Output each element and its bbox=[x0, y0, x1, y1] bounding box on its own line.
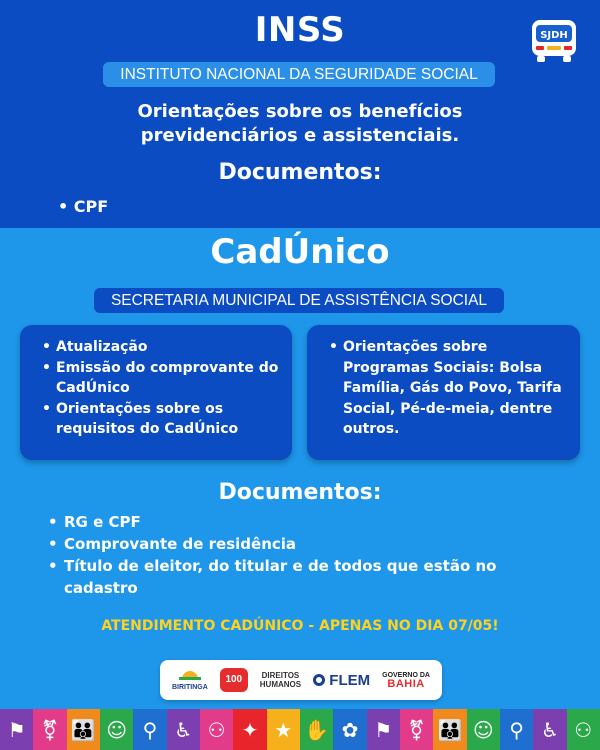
cadunico-documents-title: Documentos: bbox=[218, 480, 382, 505]
family-icon: 👪 bbox=[433, 709, 466, 750]
blind-person-icon: ⚲ bbox=[133, 709, 166, 750]
biritinga-logo-text: BIRITINGA bbox=[172, 684, 208, 691]
service-item-orientacoes: • Orientações sobre os requisitos do CadÚnico bbox=[42, 399, 282, 440]
indigenous-icon: ✿ bbox=[333, 709, 366, 750]
pride-flag-icon: ⚑ bbox=[0, 709, 33, 750]
document-item-residencia: • Comprovante de residência bbox=[48, 533, 538, 555]
service-item-atualizacao: • Atualização bbox=[42, 337, 282, 358]
flem-logo bbox=[313, 672, 371, 689]
inss-description-line2: previdenciários e assistenciais. bbox=[140, 125, 460, 146]
attendance-notice: ATENDIMENTO CADÚNICO - APENAS NO DIA 07/05! bbox=[101, 618, 499, 634]
sjdh-bus-logo-icon bbox=[528, 14, 580, 66]
cadunico-documents-list bbox=[48, 511, 538, 599]
inss-title: INSS bbox=[254, 10, 346, 50]
cadunico-title: CadÚnico bbox=[210, 232, 390, 272]
programs-item: • Orientações sobre Programas Sociais: Bolsa Família, Gás do Povo, Tarifa Social, Pé-de-meia, dentre outros. bbox=[329, 337, 570, 440]
service-item-emissao: • Emissão do comprovante do CadÚnico bbox=[42, 358, 282, 399]
child-icon: ☺ bbox=[100, 709, 133, 750]
sjdh-logo-text: SJDH bbox=[540, 30, 568, 41]
pride-flag-icon: ⚑ bbox=[367, 709, 400, 750]
governo-bahia-text: BAHIA bbox=[387, 678, 425, 690]
blind-person-icon: ⚲ bbox=[500, 709, 533, 750]
cadunico-subtitle-pill: SECRETARIA MUNICIPAL DE ASSISTÊNCIA SOCIAL bbox=[94, 288, 504, 313]
family-icon: 👪 bbox=[67, 709, 100, 750]
partner-logos bbox=[160, 660, 442, 700]
wheelchair-icon: ♿ bbox=[533, 709, 566, 750]
cem-logo: 100 bbox=[220, 668, 248, 692]
direitos-humanos-line2: HUMANOS bbox=[259, 680, 302, 689]
inss-documents-title: Documentos: bbox=[218, 160, 382, 185]
elderly-icon: ✦ bbox=[233, 709, 266, 750]
child-icon: ☺ bbox=[467, 709, 500, 750]
gender-symbol-icon: ⚧ bbox=[400, 709, 433, 750]
biritinga-logo bbox=[172, 668, 208, 692]
direitos-humanos-line1: DIREITOS bbox=[261, 671, 300, 680]
people-group-icon: ⚇ bbox=[200, 709, 233, 750]
cadunico-services-card bbox=[20, 325, 292, 460]
wheelchair-icon: ♿ bbox=[167, 709, 200, 750]
flem-circle-icon bbox=[313, 674, 325, 686]
gender-symbol-icon: ⚧ bbox=[33, 709, 66, 750]
governo-bahia-logo bbox=[382, 671, 430, 689]
document-item-titulo: • Título de eleitor, do titular e de todos que estão no cadastro bbox=[48, 555, 538, 599]
direitos-humanos-logo bbox=[260, 671, 301, 689]
flem-logo-text: FLEM bbox=[329, 672, 371, 689]
inss-description bbox=[0, 100, 600, 148]
inss-document-cpf: CPF bbox=[73, 197, 109, 216]
governo-line1: GOVERNO DA bbox=[382, 672, 430, 679]
sun-icon bbox=[179, 668, 201, 680]
accessibility-icon: ✋ bbox=[300, 709, 333, 750]
diversity-icon-bar bbox=[0, 709, 600, 750]
inss-subtitle-pill: INSTITUTO NACIONAL DA SEGURIDADE SOCIAL bbox=[103, 62, 495, 87]
people-group-icon: ⚇ bbox=[567, 709, 600, 750]
inss-document-item: • CPF bbox=[58, 197, 109, 216]
document-item-rg-cpf: • RG e CPF bbox=[48, 511, 538, 533]
inss-description-line1: Orientações sobre os benefícios bbox=[137, 101, 463, 122]
youth-icon: ★ bbox=[267, 709, 300, 750]
cadunico-programs-card bbox=[307, 325, 580, 460]
